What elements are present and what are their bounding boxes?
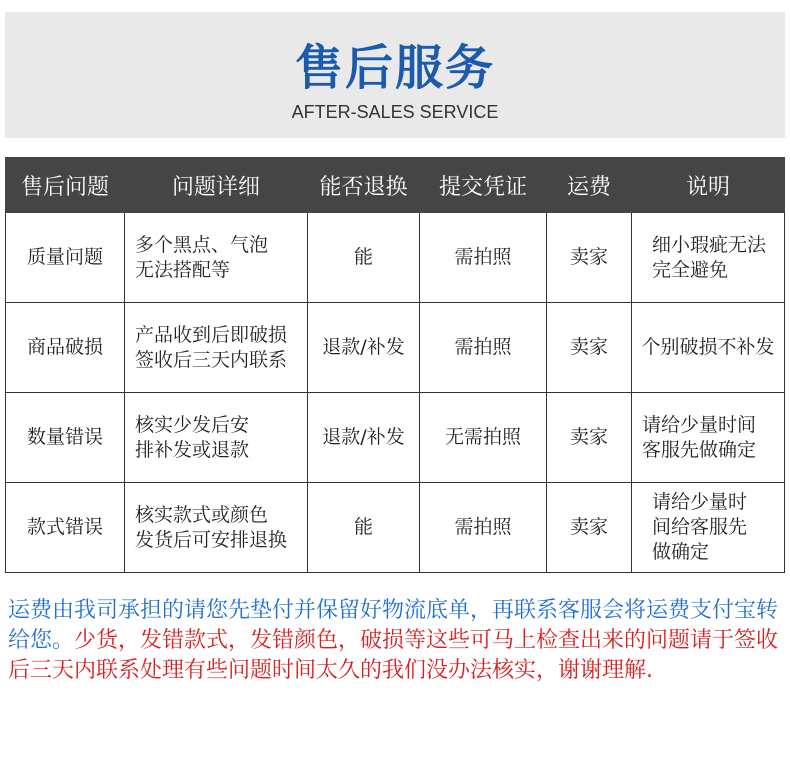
cell-shipping: 卖家 xyxy=(547,483,632,573)
cell-detail-line: 发货后可安排退换 xyxy=(135,528,288,551)
column-header-note: 说明 xyxy=(632,158,785,213)
header-banner xyxy=(5,12,785,138)
cell-exchange: 退款/补发 xyxy=(308,393,420,483)
cell-detail xyxy=(125,213,308,303)
cell-detail-line: 产品收到后即破损 xyxy=(135,323,288,346)
cell-detail-line: 签收后三天内联系 xyxy=(135,348,288,371)
table-row xyxy=(6,393,785,483)
cell-detail xyxy=(125,483,308,573)
cell-detail xyxy=(125,303,308,393)
column-header-issue: 售后问题 xyxy=(6,158,125,213)
cell-shipping: 卖家 xyxy=(547,213,632,303)
cell-note-line: 做确定 xyxy=(652,541,710,563)
cell-exchange: 能 xyxy=(308,213,420,303)
cell-exchange: 退款/补发 xyxy=(308,303,420,393)
cell-shipping: 卖家 xyxy=(547,303,632,393)
cell-shipping: 卖家 xyxy=(547,393,632,483)
cell-issue: 质量问题 xyxy=(6,213,125,303)
cell-detail-line: 排补发或退款 xyxy=(135,438,250,461)
cell-note-line: 客服先做确定 xyxy=(642,438,757,461)
cell-detail xyxy=(125,393,308,483)
cell-issue: 数量错误 xyxy=(6,393,125,483)
cell-note-line: 完全避免 xyxy=(652,258,729,281)
cell-note-line: 细小瑕疵无法 xyxy=(652,233,767,256)
column-header-proof: 提交凭证 xyxy=(420,158,547,213)
column-header-exchange: 能否退换 xyxy=(308,158,420,213)
cell-note xyxy=(632,483,785,573)
page-title: 售后服务 xyxy=(294,40,495,96)
cell-note-line: 请给少量时间 xyxy=(642,413,757,436)
cell-exchange: 能 xyxy=(308,483,420,573)
table-row xyxy=(6,483,785,573)
cell-note xyxy=(632,213,785,303)
cell-proof: 需拍照 xyxy=(420,303,547,393)
column-header-detail: 问题详细 xyxy=(125,158,308,213)
cell-proof: 需拍照 xyxy=(420,213,547,303)
cell-note-line: 间给客服先 xyxy=(652,516,748,538)
cell-detail-line: 核实少发后安 xyxy=(135,413,250,436)
table-row xyxy=(6,213,785,303)
table-row xyxy=(6,303,785,393)
cell-note-line: 个别破损不补发 xyxy=(641,336,775,358)
cell-note-line: 请给少量时 xyxy=(652,491,748,513)
after-sales-table xyxy=(5,157,785,573)
cell-issue: 商品破损 xyxy=(6,303,125,393)
column-header-shipping: 运费 xyxy=(547,158,632,213)
shipping-notice xyxy=(8,596,784,686)
cell-detail-line: 多个黑点、气泡 xyxy=(135,233,269,256)
cell-detail-line: 无法搭配等 xyxy=(135,258,231,281)
page-subtitle: AFTER-SALES SERVICE xyxy=(291,102,499,122)
cell-proof: 需拍照 xyxy=(420,483,547,573)
cell-note xyxy=(632,303,785,393)
cell-note xyxy=(632,393,785,483)
notice-blue-text: 运费由我司承担的请您先垫付并保留好物流底单，再联系客服会将运费支付宝转给您。 xyxy=(8,598,779,653)
cell-detail-line: 核实款式或颜色 xyxy=(135,503,269,526)
notice-red-text: 少货，发错款式，发错颜色，破损等这些可马上检查出来的问题请于签收后三天内联系处理有些问题时间太久的我们没办法核实，谢谢理解. xyxy=(8,628,779,683)
table-header-row xyxy=(6,158,785,213)
cell-issue: 款式错误 xyxy=(6,483,125,573)
cell-proof: 无需拍照 xyxy=(420,393,547,483)
